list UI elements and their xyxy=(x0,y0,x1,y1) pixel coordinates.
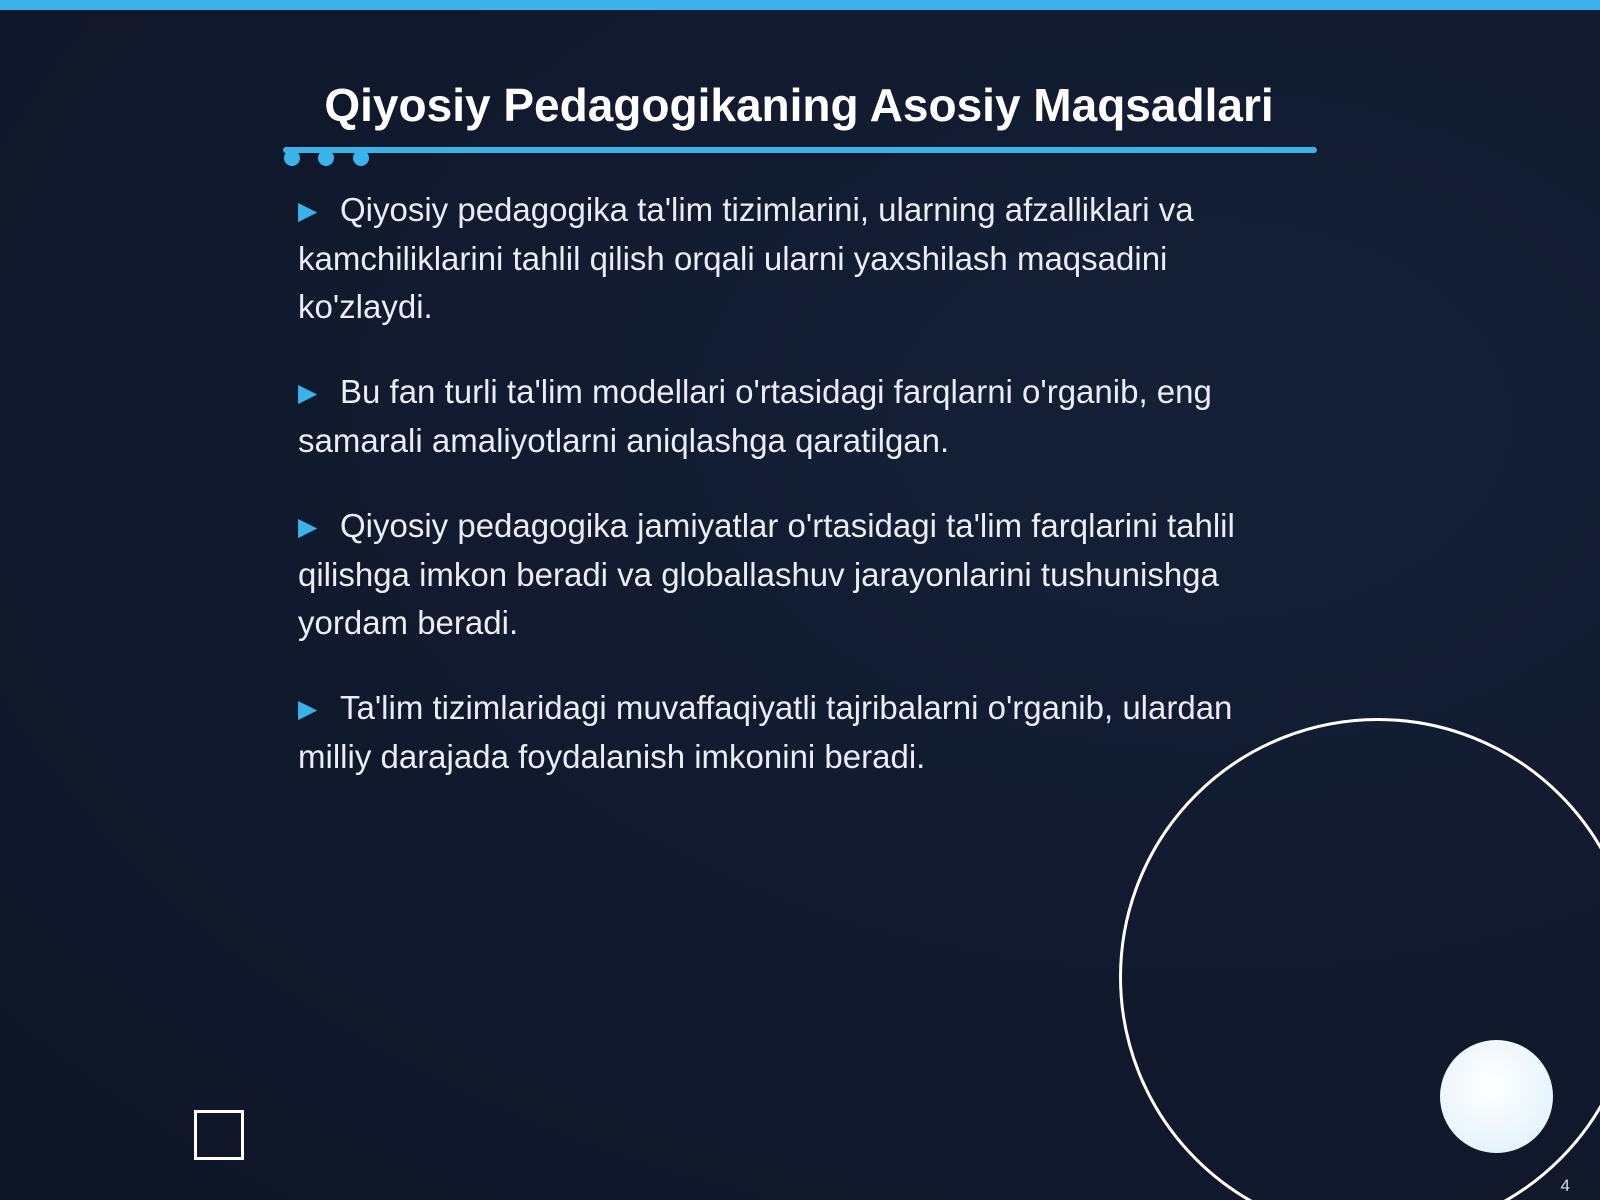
slide-title: Qiyosiy Pedagogikaning Asosiy Maqsadlari xyxy=(324,79,1274,131)
bullet-text: Qiyosiy pedagogika jamiyatlar o'rtasidagi ta'lim farqlarini tahlil qilishga imkon beradi va globallashuv jarayonlarini tushunishga yordam beradi. xyxy=(298,507,1235,641)
bullet-text: Ta'lim tizimlaridagi muvaffaqiyatli tajribalarni o'rganib, ulardan milliy darajada foydalanish imkonini beradi. xyxy=(298,689,1233,775)
bullet-item xyxy=(298,502,1308,647)
bullet-text: Bu fan turli ta'lim modellari o'rtasidagi farqlarni o'rganib, eng samarali amaliyotlarni aniqlashga qaratilgan. xyxy=(298,373,1212,459)
decorative-circle xyxy=(1440,1040,1553,1153)
triangle-bullet-icon: ▶ xyxy=(298,513,318,541)
triangle-bullet-icon: ▶ xyxy=(298,197,318,225)
accent-dot xyxy=(284,150,300,166)
bullet-item xyxy=(298,368,1308,465)
bullet-text: Qiyosiy pedagogika ta'lim tizimlarini, ularning afzalliklari va kamchiliklarini tahlil qilish orqali ularni yaxshilash maqsadini ko'zlaydi. xyxy=(298,191,1194,325)
bullet-item xyxy=(298,684,1308,781)
accent-dot xyxy=(353,150,369,166)
bullet-list xyxy=(298,186,1308,818)
top-accent-bar xyxy=(0,0,1600,10)
triangle-bullet-icon: ▶ xyxy=(298,379,318,407)
page-number: 4 xyxy=(1560,1176,1570,1195)
bullet-item xyxy=(298,186,1308,331)
decorative-square xyxy=(194,1110,244,1160)
accent-dot xyxy=(318,150,334,166)
title-underline xyxy=(283,147,1317,153)
triangle-bullet-icon: ▶ xyxy=(298,695,318,723)
